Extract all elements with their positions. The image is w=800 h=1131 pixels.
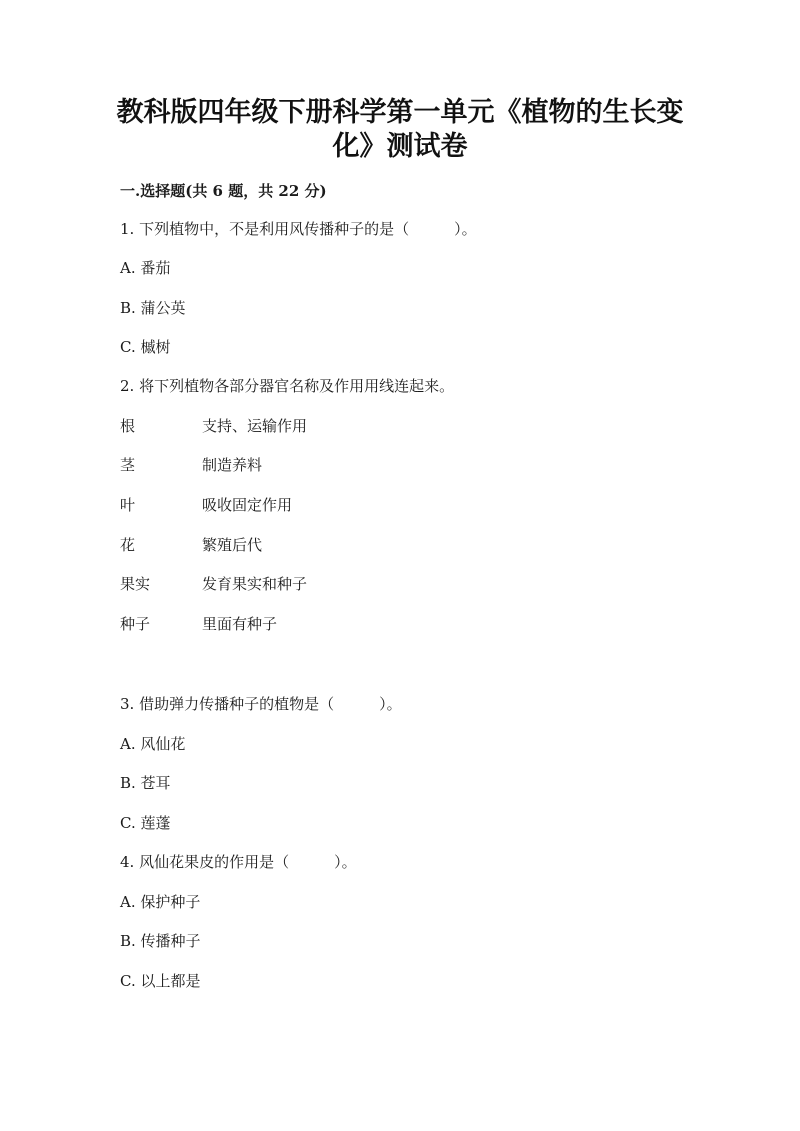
document-title-line-2: 化》测试卷 [332, 131, 468, 162]
organ-function: 繁殖后代 [202, 536, 263, 554]
organ-function: 里面有种子 [202, 615, 278, 633]
question-4-option-b: B. 传播种子 [120, 932, 201, 950]
matching-row [120, 535, 262, 555]
organ-function: 吸收固定作用 [202, 496, 293, 514]
organ-name: 茎 [120, 456, 136, 474]
question-1-option-a: A. 番茄 [120, 259, 171, 277]
question-4-option-c: C. 以上都是 [120, 972, 201, 990]
organ-function: 发育果实和种子 [202, 575, 308, 593]
matching-row [120, 574, 307, 594]
matching-row [120, 614, 277, 634]
section-heading: 一.选择题(共 6 题，共 22 分) [120, 182, 327, 200]
organ-function: 制造养料 [202, 456, 263, 474]
question-1-option-b: B. 蒲公英 [120, 299, 186, 317]
question-3-option-c: C. 莲蓬 [120, 814, 171, 832]
document-title-line-1: 教科版四年级下册科学第一单元《植物的生长变 [116, 97, 684, 128]
organ-name: 根 [120, 417, 136, 435]
matching-row [120, 455, 262, 475]
question-3-stem: 3. 借助弹力传播种子的植物是（ ）。 [120, 695, 402, 713]
matching-row [120, 416, 307, 436]
question-2-stem: 2. 将下列植物各部分器官名称及作用用线连起来。 [120, 377, 455, 395]
organ-name: 花 [120, 536, 136, 554]
matching-row [120, 495, 292, 515]
question-3-option-a: A. 风仙花 [120, 735, 186, 753]
organ-name: 种子 [120, 615, 151, 633]
question-4-option-a: A. 保护种子 [120, 893, 201, 911]
organ-name: 叶 [120, 496, 136, 514]
organ-function: 支持、运输作用 [202, 417, 308, 435]
organ-name: 果实 [120, 575, 151, 593]
question-1-stem: 1. 下列植物中，不是利用风传播种子的是（ ）。 [120, 220, 477, 238]
question-4-stem: 4. 风仙花果皮的作用是（ ）。 [120, 853, 357, 871]
question-1-option-c: C. 槭树 [120, 338, 171, 356]
question-3-option-b: B. 苍耳 [120, 774, 171, 792]
